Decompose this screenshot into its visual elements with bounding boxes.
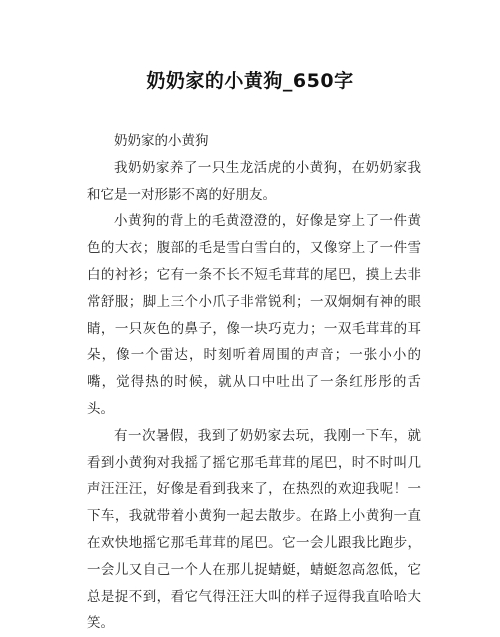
document-title: 奶奶家的小黄狗_650字 (146, 70, 354, 92)
paragraph-description: 小黄狗的背上的毛黄澄澄的，好像是穿上了一件黄色的大衣；腹部的毛是雪白雪白的，又像穿上了一件雪白的衬衫；它有一条不长不短毛茸茸的尾巴，摸上去非常舒服；脚上三个小爪子非常锐利；一双炯炯有神的眼睛，一只灰色的鼻子，像一块巧克力；一双毛茸茸的耳朵，像一个雷达，时刻听着周围的声音；一张小小的嘴，觉得热的时候，就从口中吐出了一条红彤彤的舌头。 (87, 213, 421, 417)
paragraph-story: 有一次暑假，我到了奶奶家去玩，我刚一下车，就看到小黄狗对我摇了摇它那毛茸茸的尾巴，时不时叫几声汪汪汪，好像是看到我来了，在热烈的欢迎我呢！一下车，我就带着小黄狗一起去散步。在路上小黄狗一直在欢快地摇它那毛茸茸的尾巴。它一会儿跟我比跑步，一会儿又自己一个人在那儿捉蜻蜓，蜻蜓忽高忽低，它总是捉不到，看它气得汪汪大叫的样子逗得我直哈哈大笑。 (87, 427, 421, 632)
paragraph-intro: 我奶奶家养了一只生龙活虎的小黄狗，在奶奶家我和它是一对形影不离的好朋友。 (87, 159, 421, 203)
paragraph-heading: 奶奶家的小黄狗 (114, 133, 209, 149)
document-body (87, 128, 421, 637)
